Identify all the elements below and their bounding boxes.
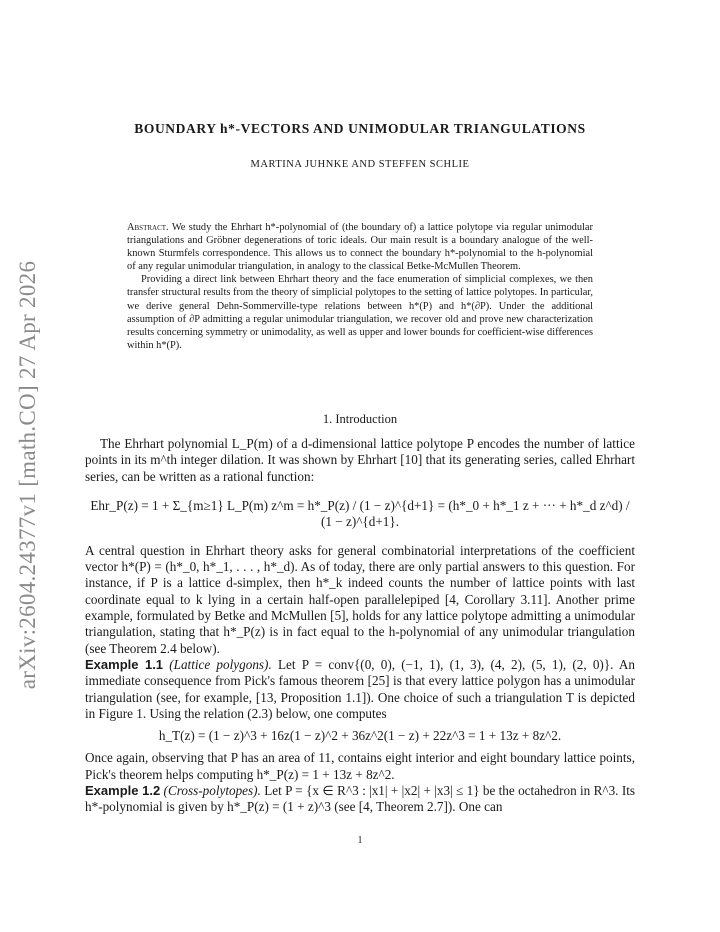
section-heading-introduction: 1. Introduction [322,412,398,426]
main-body [85,436,635,816]
intro-paragraph-1: The Ehrhart polynomial L_P(m) of a d-dimensional lattice polytope P encodes the number of lattice points in its m^th integer dilation. It was shown by Ehrhart [10] that its generating series, called Ehrhart series, can be written as a rational function: [85,436,635,484]
example-1-2-text: Let P = {x ∈ R^3 : |x1| + |x2| + |x3| ≤ 1} be the octahedron in R^3. Its h*-polynomial is given by h*_P(z) = (1 + z)^3 (see [4, Theorem 2.7]). One can [85,783,636,815]
abstract-label: Abstract. [127,222,169,233]
example-1-1-label: Example 1.1 [85,656,164,672]
paper-title: BOUNDARY h*-VECTORS AND UNIMODULAR TRIANGULATIONS [134,121,586,136]
equation-h-polynomial: h_T(z) = (1 − z)^3 + 16z(1 − z)^2 + 36z^2(1 − z) + 22z^3 = 1 + 13z + 8z^2. [158,728,562,744]
paper-authors: MARTINA JUHNKE AND STEFFEN SCHLIE [250,159,470,170]
example-1-1-text: Let P = conv{(0, 0), (−1, 1), (1, 3), (4, 2), (5, 1), (2, 0)}. An immediate consequence from Pick's famous theorem [25] is that every lattice polygon has a unimodular triangulation (see, for example, [13, Proposition 1.1]). One choice of such a triangulation T is depicted in Figure 1. Using the relation (2.3) below, one computes [85,656,636,721]
example-1-1 [85,657,635,722]
arxiv-identifier-text: arXiv:2604.24377v1 [math.CO] 27 Apr 2026 [15,260,40,690]
abstract-text-1: We study the Ehrhart h*-polynomial of (the boundary of) a lattice polytope via regular unimodular triangulations and Gröbner degenerations of toric ideals. Our main result is a boundary analogue of the well-known Sturmfels correspondence. This allows us to connect the boundary h*-polynomial to the h-polynomial of any regular unimodular triangulation, in analogy to the classical Betke-McMullen Theorem. [127,222,593,273]
intro-paragraph-2: A central question in Ehrhart theory asks for general combinatorial interpretations of the coefficient vector h*(P) = (h*_0, h*_1, . . . , h*_d). As of today, there are only partial answers to this question. For instance, if P is a lattice d-simplex, then h*_k indeed counts the number of lattice points with last coordinate equal to k lying in a certain half-open parallelepiped [4, Corollary 3.11]. Another prime example, formulated by Betke and McMullen [5], holds for any lattice polytope admitting a unimodular triangulation, stating that h*_P(z) is in fact equal to the h-polynomial of any unimodular triangulation (see Theorem 2.4 below). [85,542,635,656]
abstract-paragraph-1 [127,221,593,273]
abstract-paragraph-2: Providing a direct link between Ehrhart theory and the face enumeration of simplicial complexes, we then transfer structural results from the theory of simplicial polytopes to the setting of lattice polytopes. In particular, we derive general Dehn-Sommerville-type relations between h*(P) and h*(∂P). Under the additional assumption of ∂P admitting a regular unimodular triangulation, we recover old and prove new characterization results concerning symmetry or unimodality, as well as upper and lower bounds for coefficient-wise differences within h*(P). [127,274,593,351]
example-1-1-conclusion: Once again, observing that P has an area of 11, contains eight interior and eight boundary lattice points, Pick's theorem helps computing h*_P(z) = 1 + 13z + 8z^2. [85,750,635,782]
example-1-2 [85,783,635,816]
example-1-2-name: (Cross-polytopes). [163,783,261,799]
arxiv-identifier-sidebar [8,240,48,710]
example-1-2-label: Example 1.2 [85,783,161,799]
page-number: 1 [357,835,363,846]
abstract [127,221,593,352]
example-1-1-name: (Lattice polygons). [169,656,272,672]
equation-ehrhart-series: Ehr_P(z) = 1 + Σ_{m≥1} L_P(m) z^m = h*_P(z) / (1 − z)^{d+1} = (h*_0 + h*_1 z + ··· + h*_d z^d) / (1 − z)^{d+1}. [90,497,630,529]
